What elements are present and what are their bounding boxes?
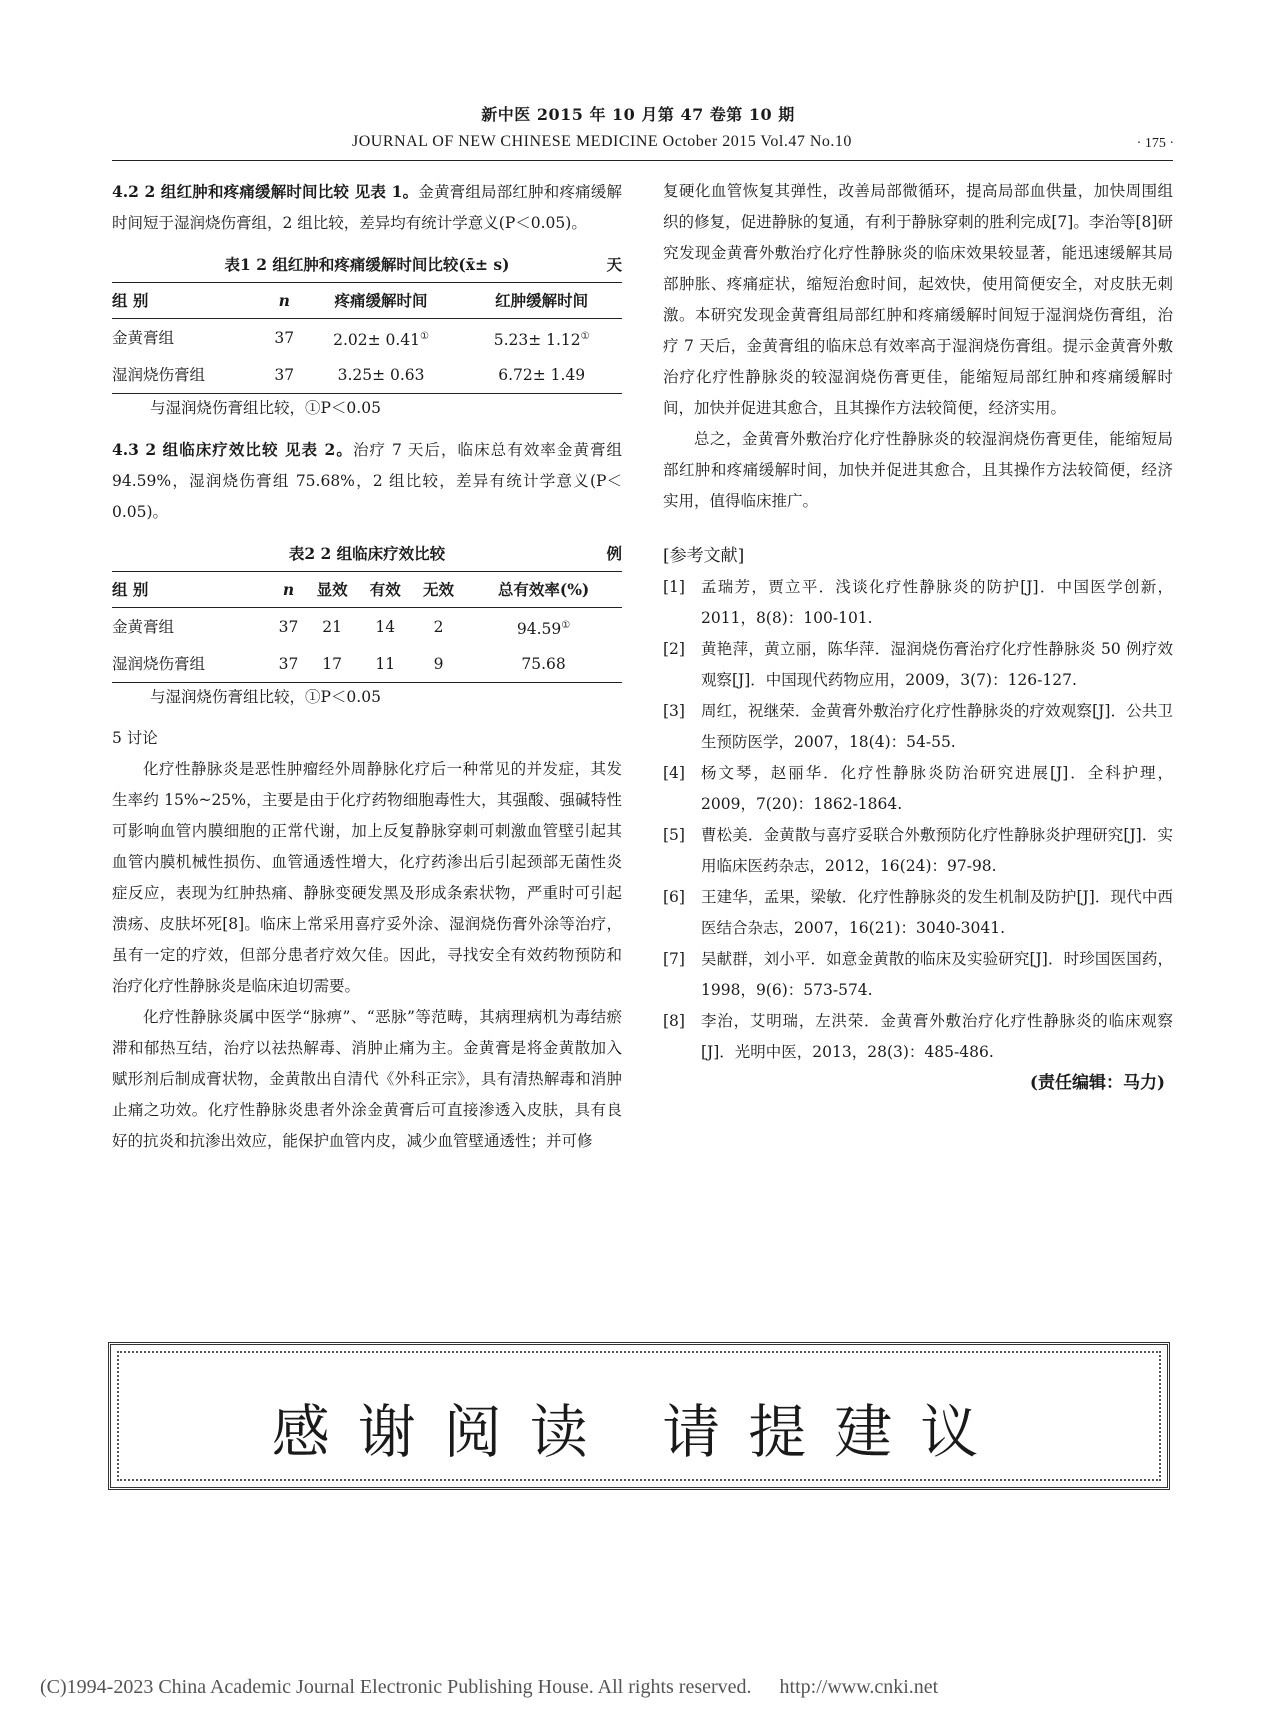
- cell-value: 5.23± 1.12: [493, 331, 581, 350]
- table-cell: 21: [322, 618, 342, 637]
- table-1-caption: [112, 243, 622, 282]
- significance-mark: ①: [561, 620, 571, 632]
- table-cell: 75.68: [465, 647, 622, 683]
- reference-text: 曹松美．金黄散与喜疗妥联合外敷预防化疗性静脉炎护理研究[J]．实用临床医药杂志，2012，16(24)：97-98.: [701, 826, 1173, 875]
- table-cell: 37: [268, 358, 301, 394]
- responsible-editor: (责任编辑：马力): [1029, 1073, 1165, 1093]
- discussion-paragraph-3: 复硬化血管恢复其弹性，改善局部微循环，提高局部血供量，加快周围组织的修复，促进静脉的复通，有利于静脉穿刺的胜利完成[7]。李治等[8]研究发现金黄膏外敷治疗化疗性静脉炎的临床效果较显著，能迅速缓解其局部肿胀、疼痛症状，缩短治愈时间，起效快，使用简便安全，对皮肤无刺激。本研究发现金黄膏组局部红肿和疼痛缓解时间短于湿润烧伤膏组，治疗 7 天后，金黄膏组的临床总有效率高于湿润烧伤膏组。提示金黄膏外敷治疗化疗性静脉炎的较湿润烧伤膏更佳，能缩短局部红肿和疼痛缓解时间，加快并促进其愈合，且其操作方法较简便，经济实用。: [663, 182, 1173, 417]
- table-cell: [301, 319, 462, 359]
- discussion-paragraph-1: 化疗性静脉炎是恶性肿瘤经外周静脉化疗后一种常见的并发症，其发生率约 15%~25%，主要是由于化疗药物细胞毒性大，其强酸、强碱特性可影响血管内膜细胞的正常代谢，加上反复静脉穿刺可刺激血管壁引起其血管内膜机械性损伤、血管通透性增大，化疗药渗出后引起颈部无菌性炎症反应，表现为红肿热痛、静脉变硬发黑及形成条索状物，严重时可引起溃疡、皮肤坏死[8]。临床上常采用喜疗妥外涂、湿润烧伤膏外涂等治疗，虽有一定的疗效，但部分患者疗效欠佳。因此，寻找安全有效药物预防和治疗化疗性静脉炎是临床迫切需要。: [112, 760, 622, 996]
- table-2-title: 表2 2 组临床疗效比较: [288, 544, 446, 564]
- section-4-2-heading: 4.2 2 组红肿和疼痛缓解时间比较 见表 1。: [112, 182, 419, 201]
- reference-item: [663, 944, 1173, 1006]
- copyright-text: (C)1994-2023 China Academic Journal Electronic Publishing House. All rights reserved.: [40, 1676, 752, 1698]
- reference-text: 孟瑞芳，贾立平．浅谈化疗性静脉炎的防护[J]．中国医学创新，2011，8(8)：100-101.: [701, 578, 1173, 627]
- table-2-header: 显效: [305, 572, 358, 608]
- reference-number: [4]: [663, 764, 685, 782]
- copyright-footer: [40, 1676, 938, 1699]
- table-2-header: 有效: [359, 572, 412, 608]
- right-column: [663, 176, 1173, 1099]
- section-4-3-heading: 4.3 2 组临床疗效比较 见表 2。: [112, 440, 353, 460]
- reference-text: 李治，艾明瑞，左洪荣．金黄膏外敷治疗化疗性静脉炎的临床观察[J]．光明中医，2013，28(3)：485-486.: [701, 1012, 1173, 1061]
- significance-mark: ①: [580, 331, 590, 342]
- reference-number: [1]: [663, 578, 685, 596]
- table-1-header: 组 别: [112, 283, 268, 319]
- table-2-header: 无效: [412, 572, 465, 608]
- discussion-paragraph-2: 化疗性静脉炎属中医学“脉痹”、“恶脉”等范畴，其病理病机为毒结瘀滞和郁热互结，治疗以祛热解毒、消肿止痛为主。金黄膏是将金黄散加入赋形剂后制成膏状物，金黄散出自清代《外科正宗》，具有清热解毒和消肿止痛之功效。化疗性静脉炎患者外涂金黄膏后可直接渗透入皮肤，具有良好的抗炎和抗渗出效应，能保护血管内皮，减少血管壁通透性；并可修: [112, 1008, 622, 1151]
- journal-header-cn: 新中医 2015 年 10 月第 47 卷第 10 期: [481, 105, 795, 124]
- journal-header-en: JOURNAL OF NEW CHINESE MEDICINE October 2015 Vol.47 No.10: [352, 133, 852, 150]
- table-cell: 11: [359, 647, 412, 683]
- section-4-2: [112, 176, 622, 239]
- reference-item: [663, 758, 1173, 820]
- reference-number: [3]: [663, 702, 685, 720]
- table-cell: 14: [375, 618, 396, 637]
- table-cell: 湿润烧伤膏组: [112, 358, 268, 394]
- table-cell: 湿润烧伤膏组: [112, 647, 272, 683]
- table-2-note: 与湿润烧伤膏组比较，①P＜0.05: [150, 688, 381, 707]
- table-2-header: n: [272, 572, 306, 608]
- reference-number: [8]: [663, 1012, 685, 1030]
- table-1: [112, 243, 622, 394]
- reference-item: [663, 1006, 1173, 1068]
- reference-number: [5]: [663, 826, 685, 844]
- table-1-header: 红肿缓解时间: [461, 283, 622, 319]
- table-row: [112, 608, 622, 648]
- table-cell: 9: [412, 647, 465, 683]
- reference-item: [663, 882, 1173, 944]
- table-2-header-row: [112, 572, 622, 608]
- table-cell: 17: [305, 647, 358, 683]
- table-cell: 2: [433, 618, 444, 637]
- header-rule: [112, 160, 1173, 161]
- conclusion-paragraph: 总之，金黄膏外敷治疗化疗性静脉炎的较湿润烧伤膏更佳，能缩短局部红肿和疼痛缓解时间，加快并促进其愈合，且其操作方法较简便，经济实用，值得临床推广。: [663, 430, 1173, 510]
- left-column: [112, 176, 622, 1157]
- thanks-banner-text: 感谢阅读 请提建议: [271, 1398, 1007, 1466]
- reference-text: 杨文琴，赵丽华．化疗性静脉炎防治研究进展[J]．全科护理，2009，7(20)：1862-1864.: [701, 764, 1173, 813]
- reference-number: [7]: [663, 950, 685, 968]
- table-cell: [465, 608, 622, 648]
- reference-list: [663, 572, 1173, 1068]
- reference-text: 黄艳萍，黄立丽，陈华萍．湿润烧伤膏治疗化疗性静脉炎 50 例疗效观察[J]．中国现代药物应用，2009，3(7)：126-127.: [701, 640, 1173, 689]
- table-cell: 金黄膏组: [112, 618, 175, 637]
- table-row: [112, 358, 622, 394]
- reference-item: [663, 820, 1173, 882]
- reference-item: [663, 634, 1173, 696]
- reference-number: [6]: [663, 888, 685, 906]
- significance-mark: ①: [420, 331, 430, 342]
- table-cell: 金黄膏组: [112, 329, 175, 348]
- reference-number: [2]: [663, 640, 685, 658]
- table-cell: 6.72± 1.49: [461, 358, 622, 394]
- cell-value: 2.02± 0.41: [333, 331, 421, 350]
- page-number: · 175 ·: [1136, 136, 1174, 151]
- table-cell: 37: [274, 329, 295, 348]
- reference-text: 吴献群，刘小平．如意金黄散的临床及实验研究[J]．时珍国医国药，1998，9(6)：573-574.: [701, 950, 1173, 999]
- table-1-header: n: [268, 283, 301, 319]
- cnki-link[interactable]: http://www.cnki.net: [779, 1676, 939, 1698]
- cell-value: 94.59: [516, 620, 562, 639]
- table-cell: [461, 319, 622, 359]
- thanks-banner: [108, 1342, 1170, 1490]
- table-2: [112, 532, 622, 683]
- table-1-note: 与湿润烧伤膏组比较，①P＜0.05: [150, 399, 381, 418]
- table-1-unit: 天: [606, 255, 622, 274]
- section-4-3: [112, 434, 622, 528]
- table-1-header: 疼痛缓解时间: [301, 283, 462, 319]
- section-4-3-text: 治疗 7 天后，临床总有效率金黄膏组 94.59%，湿润烧伤膏组 75.68%，2 组比较，差异有统计学意义(P＜0.05)。: [112, 441, 623, 522]
- table-row: [112, 647, 622, 683]
- table-2-header: 组 别: [112, 572, 272, 608]
- table-1-header-row: [112, 283, 622, 319]
- table-2-unit: 例: [606, 544, 622, 564]
- table-1-title: 表1 2 组红肿和疼痛缓解时间比较(x̄± s): [224, 255, 510, 274]
- section-4-2-text: 金黄膏组局部红肿和疼痛缓解时间短于湿润烧伤膏组，2 组比较，差异均有统计学意义(P＜0.05)。: [112, 183, 622, 232]
- table-2-header: 总有效率(%): [465, 572, 622, 608]
- reference-item: [663, 696, 1173, 758]
- table-row: [112, 319, 622, 359]
- section-5-heading: 5 讨论: [112, 729, 158, 748]
- table-cell: 3.25± 0.63: [301, 358, 462, 394]
- reference-item: [663, 572, 1173, 634]
- table-cell: 37: [278, 618, 299, 637]
- reference-text: 王建华，孟果，梁敏．化疗性静脉炎的发生机制及防护[J]．现代中西医结合杂志，2007，16(21)：3040-3041.: [701, 888, 1173, 937]
- table-2-caption: [112, 532, 622, 571]
- table-cell: 37: [272, 647, 306, 683]
- reference-text: 周红，祝继荣．金黄膏外敷治疗化疗性静脉炎的疗效观察[J]．公共卫生预防医学，2007，18(4)：54-55.: [701, 702, 1173, 751]
- references-heading: [参考文献]: [663, 546, 745, 566]
